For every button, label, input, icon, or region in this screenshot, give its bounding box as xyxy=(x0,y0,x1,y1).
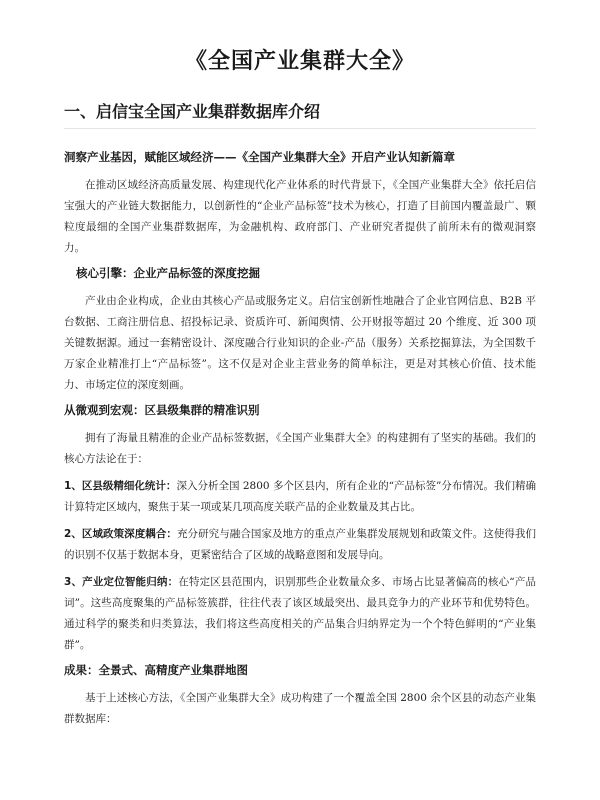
method-item-1 xyxy=(64,476,536,518)
method-item-text: 深入分析全国 2800 多个区县内，所有企业的“产品标签”分布情况。我们精确计算特定区域内，聚焦于某一项或某几项高度关联产品的企业数量及其占比。 xyxy=(64,480,536,513)
result-heading: 成果：全景式、高精度产业集群地图 xyxy=(64,663,248,677)
method-item-text: 充分研究与融合国家及地方的重点产业集群发展规划和政策文件。这使得我们的识别不仅基于数据本身，更紧密结合了区域的战略意图和发展导向。 xyxy=(64,528,536,561)
micro-to-macro-paragraph: 拥有了海量且精准的企业产品标签数据，《全国产业集群大全》的构建拥有了坚实的基础。我们的核心方法论在于： xyxy=(64,432,536,465)
core-engine-paragraph: 产业由企业构成，企业由其核心产品或服务定义。启信宝创新性地融合了企业官网信息、B2B 平台数据、工商注册信息、招投标记录、资质许可、新闻舆情、公开财报等超过 20 个维度、近 300 项关键数据源。通过一套精密设计、深度融合行业知识的企业-产品（服务）关系挖掘算法，为全国数千万家企业精准打上“产品标签”。这不仅是对企业主营业务的简单标注，更是对其核心价值、技术能力、市场定位的深度刻画。 xyxy=(64,295,536,391)
method-item-text: 在特定区县范围内，识别那些企业数量众多、市场占比显著偏高的核心“产品词”。这些高度聚集的产品标签簇群，往往代表了该区域最突出、最具竞争力的产业环节和优势特色。通过科学的聚类和归类算法，我们将这些高度相关的产品集合归纳界定为一个个特色鲜明的“产业集群”。 xyxy=(64,576,536,651)
result-paragraph: 基于上述核心方法，《全国产业集群大全》成功构建了一个覆盖全国 2800 余个区县的动态产业集群数据库： xyxy=(64,692,536,725)
method-item-3 xyxy=(64,572,536,656)
intro-paragraph: 在推动区域经济高质量发展、构建现代化产业体系的时代背景下，《全国产业集群大全》依托启信宝强大的产业链大数据能力，以创新性的“企业产品标签”技术为核心，打造了目前国内覆盖最广、颗粒度最细的全国产业集群数据库，为金融机构、政府部门、产业研究者提供了前所未有的微观洞察力。 xyxy=(64,179,536,254)
section-subtitle: 洞察产业基因，赋能区域经济——《全国产业集群大全》开启产业认知新篇章 xyxy=(64,150,455,164)
section-heading: 一、启信宝全国产业集群数据库介绍 xyxy=(64,99,536,129)
method-item-label: 2、区域政策深度耦合： xyxy=(64,528,177,540)
document-title: 《全国产业集群大全》 xyxy=(184,49,415,74)
method-item-label: 1、区县级精细化统计： xyxy=(64,480,177,492)
method-item-label: 3、产业定位智能归纳： xyxy=(64,576,179,588)
method-item-2 xyxy=(64,524,536,566)
micro-to-macro-heading: 从微观到宏观：区县级集群的精准识别 xyxy=(64,403,260,417)
core-engine-heading: 核心引擎：企业产品标签的深度挖掘 xyxy=(76,266,260,280)
